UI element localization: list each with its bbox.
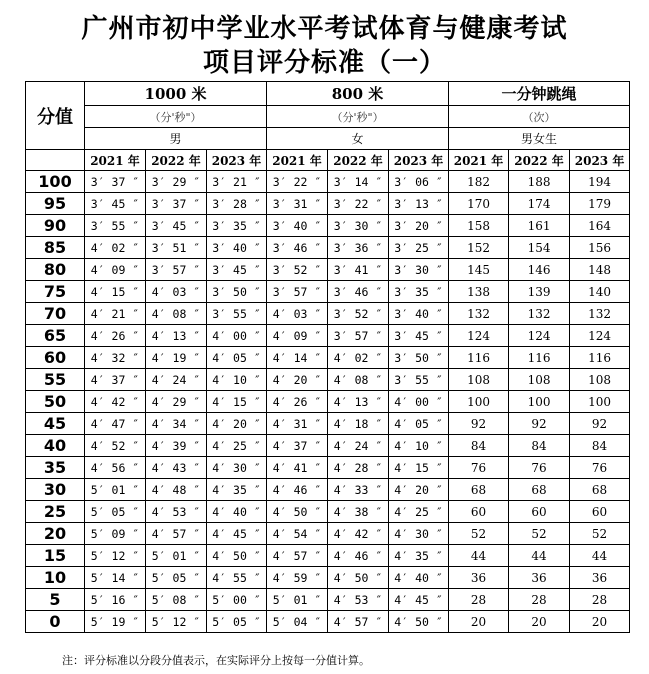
time-cell: 5′ 12 ″ <box>146 611 207 633</box>
count-cell: 124 <box>449 325 509 347</box>
year-header: 2021 年 <box>85 150 146 171</box>
time-cell: 4′ 18 ″ <box>328 413 389 435</box>
count-cell: 152 <box>449 237 509 259</box>
time-cell: 4′ 14 ″ <box>267 347 328 369</box>
count-cell: 28 <box>509 589 570 611</box>
document-title: 广州市初中学业水平考试体育与健康考试 <box>81 14 568 44</box>
time-cell: 3′ 46 ″ <box>267 237 328 259</box>
count-cell: 116 <box>570 347 630 369</box>
footnote: 注：评分标准以分段分值表示，在实际评分上按每一分值计算。 <box>62 654 370 667</box>
time-cell: 4′ 03 ″ <box>146 281 207 303</box>
count-cell: 92 <box>449 413 509 435</box>
table-row <box>26 589 630 611</box>
time-cell: 3′ 50 ″ <box>389 347 449 369</box>
count-cell: 124 <box>570 325 630 347</box>
time-cell: 4′ 05 ″ <box>389 413 449 435</box>
time-cell: 4′ 19 ″ <box>146 347 207 369</box>
time-cell: 4′ 20 ″ <box>207 413 267 435</box>
time-cell: 3′ 40 ″ <box>207 237 267 259</box>
count-cell: 36 <box>509 567 570 589</box>
table-row <box>26 325 630 347</box>
time-cell: 4′ 34 ″ <box>146 413 207 435</box>
time-cell: 4′ 56 ″ <box>85 457 146 479</box>
time-cell: 5′ 09 ″ <box>85 523 146 545</box>
year-header: 2023 年 <box>570 150 630 171</box>
time-cell: 4′ 38 ″ <box>328 501 389 523</box>
time-cell: 4′ 53 ″ <box>328 589 389 611</box>
count-cell: 52 <box>509 523 570 545</box>
count-cell: 36 <box>570 567 630 589</box>
table-row <box>26 545 630 567</box>
year-header: 2022 年 <box>146 150 207 171</box>
unit-1000m: （分'秒"） <box>85 106 267 128</box>
time-cell: 5′ 19 ″ <box>85 611 146 633</box>
table-row <box>26 171 630 193</box>
time-cell: 4′ 33 ″ <box>328 479 389 501</box>
time-cell: 3′ 35 ″ <box>207 215 267 237</box>
time-cell: 3′ 40 ″ <box>389 303 449 325</box>
time-cell: 4′ 40 ″ <box>389 567 449 589</box>
score-cell: 25 <box>26 501 85 523</box>
time-cell: 4′ 10 ″ <box>207 369 267 391</box>
time-cell: 3′ 57 ″ <box>267 281 328 303</box>
time-cell: 4′ 29 ″ <box>146 391 207 413</box>
year-header: 2023 年 <box>389 150 449 171</box>
score-cell: 20 <box>26 523 85 545</box>
time-cell: 4′ 48 ″ <box>146 479 207 501</box>
score-cell: 15 <box>26 545 85 567</box>
time-cell: 5′ 16 ″ <box>85 589 146 611</box>
time-cell: 3′ 55 ″ <box>389 369 449 391</box>
count-cell: 170 <box>449 193 509 215</box>
score-cell: 90 <box>26 215 85 237</box>
count-cell: 124 <box>509 325 570 347</box>
count-cell: 92 <box>509 413 570 435</box>
count-cell: 84 <box>449 435 509 457</box>
score-cell: 55 <box>26 369 85 391</box>
time-cell: 4′ 57 ″ <box>328 611 389 633</box>
table-row <box>26 215 630 237</box>
table-row <box>26 391 630 413</box>
time-cell: 4′ 42 ″ <box>328 523 389 545</box>
score-cell: 10 <box>26 567 85 589</box>
time-cell: 4′ 46 ″ <box>267 479 328 501</box>
table-row <box>26 303 630 325</box>
count-cell: 145 <box>449 259 509 281</box>
table-row <box>26 435 630 457</box>
count-cell: 164 <box>570 215 630 237</box>
time-cell: 5′ 01 ″ <box>85 479 146 501</box>
time-cell: 3′ 14 ″ <box>328 171 389 193</box>
count-cell: 146 <box>509 259 570 281</box>
table-row <box>26 193 630 215</box>
time-cell: 4′ 47 ″ <box>85 413 146 435</box>
time-cell: 5′ 14 ″ <box>85 567 146 589</box>
score-cell: 70 <box>26 303 85 325</box>
time-cell: 4′ 37 ″ <box>85 369 146 391</box>
count-cell: 100 <box>449 391 509 413</box>
event-header-1000m: 1000 米 <box>85 82 267 106</box>
time-cell: 4′ 00 ″ <box>389 391 449 413</box>
time-cell: 4′ 46 ″ <box>328 545 389 567</box>
event-header-800m: 800 米 <box>267 82 449 106</box>
time-cell: 4′ 57 ″ <box>146 523 207 545</box>
count-cell: 20 <box>570 611 630 633</box>
time-cell: 3′ 31 ″ <box>267 193 328 215</box>
time-cell: 4′ 52 ″ <box>85 435 146 457</box>
score-cell: 85 <box>26 237 85 259</box>
count-cell: 76 <box>449 457 509 479</box>
time-cell: 3′ 30 ″ <box>328 215 389 237</box>
year-header: 2022 年 <box>328 150 389 171</box>
time-cell: 3′ 45 ″ <box>85 193 146 215</box>
count-cell: 116 <box>449 347 509 369</box>
time-cell: 5′ 01 ″ <box>267 589 328 611</box>
count-cell: 60 <box>449 501 509 523</box>
sex-rope-skipping: 男女生 <box>449 128 630 150</box>
time-cell: 4′ 15 ″ <box>85 281 146 303</box>
count-cell: 84 <box>509 435 570 457</box>
time-cell: 5′ 05 ″ <box>146 567 207 589</box>
time-cell: 3′ 37 ″ <box>85 171 146 193</box>
sex-1000m: 男 <box>85 128 267 150</box>
time-cell: 4′ 43 ″ <box>146 457 207 479</box>
score-cell: 95 <box>26 193 85 215</box>
table-row <box>26 479 630 501</box>
time-cell: 4′ 35 ″ <box>389 545 449 567</box>
table-row <box>26 523 630 545</box>
count-cell: 60 <box>509 501 570 523</box>
count-cell: 116 <box>509 347 570 369</box>
table-row <box>26 457 630 479</box>
count-cell: 179 <box>570 193 630 215</box>
time-cell: 5′ 04 ″ <box>267 611 328 633</box>
time-cell: 3′ 51 ″ <box>146 237 207 259</box>
time-cell: 3′ 55 ″ <box>207 303 267 325</box>
time-cell: 3′ 57 ″ <box>328 325 389 347</box>
time-cell: 4′ 28 ″ <box>328 457 389 479</box>
count-cell: 84 <box>570 435 630 457</box>
time-cell: 3′ 46 ″ <box>328 281 389 303</box>
time-cell: 4′ 15 ″ <box>207 391 267 413</box>
time-cell: 4′ 39 ″ <box>146 435 207 457</box>
time-cell: 4′ 21 ″ <box>85 303 146 325</box>
count-cell: 108 <box>570 369 630 391</box>
time-cell: 3′ 06 ″ <box>389 171 449 193</box>
time-cell: 4′ 32 ″ <box>85 347 146 369</box>
year-header: 2023 年 <box>207 150 267 171</box>
count-cell: 60 <box>570 501 630 523</box>
time-cell: 4′ 08 ″ <box>146 303 207 325</box>
time-cell: 4′ 30 ″ <box>207 457 267 479</box>
time-cell: 4′ 50 ″ <box>207 545 267 567</box>
time-cell: 3′ 57 ″ <box>146 259 207 281</box>
time-cell: 4′ 54 ″ <box>267 523 328 545</box>
time-cell: 3′ 40 ″ <box>267 215 328 237</box>
time-cell: 4′ 57 ″ <box>267 545 328 567</box>
score-cell: 30 <box>26 479 85 501</box>
count-cell: 20 <box>449 611 509 633</box>
time-cell: 4′ 08 ″ <box>328 369 389 391</box>
table-row <box>26 281 630 303</box>
time-cell: 4′ 24 ″ <box>146 369 207 391</box>
time-cell: 3′ 45 ″ <box>146 215 207 237</box>
score-cell: 75 <box>26 281 85 303</box>
table-row <box>26 237 630 259</box>
time-cell: 4′ 24 ″ <box>328 435 389 457</box>
time-cell: 4′ 53 ″ <box>146 501 207 523</box>
time-cell: 4′ 45 ″ <box>207 523 267 545</box>
time-cell: 4′ 26 ″ <box>267 391 328 413</box>
score-cell: 80 <box>26 259 85 281</box>
unit-rope-skipping: （次） <box>449 106 630 128</box>
time-cell: 3′ 50 ″ <box>207 281 267 303</box>
time-cell: 4′ 20 ″ <box>267 369 328 391</box>
time-cell: 3′ 35 ″ <box>389 281 449 303</box>
count-cell: 92 <box>570 413 630 435</box>
score-cell: 45 <box>26 413 85 435</box>
time-cell: 3′ 20 ″ <box>389 215 449 237</box>
time-cell: 3′ 25 ″ <box>389 237 449 259</box>
time-cell: 4′ 13 ″ <box>146 325 207 347</box>
time-cell: 4′ 42 ″ <box>85 391 146 413</box>
year-header: 2021 年 <box>449 150 509 171</box>
time-cell: 4′ 30 ″ <box>389 523 449 545</box>
time-cell: 4′ 50 ″ <box>389 611 449 633</box>
time-cell: 3′ 41 ″ <box>328 259 389 281</box>
time-cell: 3′ 21 ″ <box>207 171 267 193</box>
time-cell: 4′ 00 ″ <box>207 325 267 347</box>
time-cell: 4′ 45 ″ <box>389 589 449 611</box>
count-cell: 100 <box>570 391 630 413</box>
scoring-table <box>25 81 630 633</box>
table-row <box>26 259 630 281</box>
year-header: 2021 年 <box>267 150 328 171</box>
count-cell: 161 <box>509 215 570 237</box>
time-cell: 4′ 25 ″ <box>389 501 449 523</box>
count-cell: 52 <box>570 523 630 545</box>
document-subtitle: 项目评分标准（一） <box>202 48 446 78</box>
time-cell: 3′ 45 ″ <box>207 259 267 281</box>
time-cell: 4′ 31 ″ <box>267 413 328 435</box>
count-cell: 156 <box>570 237 630 259</box>
time-cell: 5′ 00 ″ <box>207 589 267 611</box>
count-cell: 44 <box>449 545 509 567</box>
time-cell: 4′ 40 ″ <box>207 501 267 523</box>
count-cell: 100 <box>509 391 570 413</box>
time-cell: 4′ 26 ″ <box>85 325 146 347</box>
table-row <box>26 369 630 391</box>
count-cell: 139 <box>509 281 570 303</box>
count-cell: 52 <box>449 523 509 545</box>
time-cell: 4′ 05 ″ <box>207 347 267 369</box>
time-cell: 4′ 09 ″ <box>85 259 146 281</box>
count-cell: 182 <box>449 171 509 193</box>
count-cell: 68 <box>509 479 570 501</box>
time-cell: 4′ 50 ″ <box>267 501 328 523</box>
count-cell: 138 <box>449 281 509 303</box>
count-cell: 44 <box>509 545 570 567</box>
table-row <box>26 611 630 633</box>
count-cell: 148 <box>570 259 630 281</box>
time-cell: 4′ 02 ″ <box>328 347 389 369</box>
time-cell: 3′ 22 ″ <box>267 171 328 193</box>
time-cell: 4′ 03 ″ <box>267 303 328 325</box>
time-cell: 4′ 02 ″ <box>85 237 146 259</box>
table-row <box>26 567 630 589</box>
time-cell: 4′ 35 ″ <box>207 479 267 501</box>
year-header: 2022 年 <box>509 150 570 171</box>
time-cell: 5′ 12 ″ <box>85 545 146 567</box>
count-cell: 44 <box>570 545 630 567</box>
score-cell: 65 <box>26 325 85 347</box>
time-cell: 4′ 15 ″ <box>389 457 449 479</box>
count-cell: 140 <box>570 281 630 303</box>
score-cell: 100 <box>26 171 85 193</box>
count-cell: 76 <box>570 457 630 479</box>
count-cell: 20 <box>509 611 570 633</box>
sex-800m: 女 <box>267 128 449 150</box>
count-cell: 28 <box>449 589 509 611</box>
unit-800m: （分'秒"） <box>267 106 449 128</box>
table-row <box>26 347 630 369</box>
time-cell: 4′ 50 ″ <box>328 567 389 589</box>
table-body <box>26 171 630 633</box>
time-cell: 3′ 52 ″ <box>267 259 328 281</box>
time-cell: 3′ 13 ″ <box>389 193 449 215</box>
table-row <box>26 413 630 435</box>
score-column-header: 分值 <box>26 82 85 150</box>
score-cell: 35 <box>26 457 85 479</box>
count-cell: 174 <box>509 193 570 215</box>
count-cell: 68 <box>449 479 509 501</box>
time-cell: 3′ 45 ″ <box>389 325 449 347</box>
count-cell: 76 <box>509 457 570 479</box>
time-cell: 5′ 01 ″ <box>146 545 207 567</box>
time-cell: 4′ 20 ″ <box>389 479 449 501</box>
count-cell: 158 <box>449 215 509 237</box>
count-cell: 132 <box>449 303 509 325</box>
time-cell: 4′ 10 ″ <box>389 435 449 457</box>
time-cell: 5′ 08 ″ <box>146 589 207 611</box>
time-cell: 3′ 36 ″ <box>328 237 389 259</box>
count-cell: 68 <box>570 479 630 501</box>
count-cell: 108 <box>449 369 509 391</box>
count-cell: 132 <box>509 303 570 325</box>
time-cell: 3′ 55 ″ <box>85 215 146 237</box>
score-cell: 0 <box>26 611 85 633</box>
time-cell: 4′ 13 ″ <box>328 391 389 413</box>
time-cell: 4′ 59 ″ <box>267 567 328 589</box>
table-row <box>26 501 630 523</box>
event-header-rope-skipping: 一分钟跳绳 <box>449 82 630 106</box>
time-cell: 5′ 05 ″ <box>207 611 267 633</box>
time-cell: 3′ 29 ″ <box>146 171 207 193</box>
count-cell: 108 <box>509 369 570 391</box>
count-cell: 132 <box>570 303 630 325</box>
time-cell: 3′ 37 ″ <box>146 193 207 215</box>
score-cell: 5 <box>26 589 85 611</box>
time-cell: 4′ 25 ″ <box>207 435 267 457</box>
time-cell: 4′ 55 ″ <box>207 567 267 589</box>
time-cell: 3′ 52 ″ <box>328 303 389 325</box>
score-cell: 40 <box>26 435 85 457</box>
time-cell: 3′ 30 ″ <box>389 259 449 281</box>
score-cell: 50 <box>26 391 85 413</box>
count-cell: 36 <box>449 567 509 589</box>
time-cell: 3′ 22 ″ <box>328 193 389 215</box>
time-cell: 4′ 41 ″ <box>267 457 328 479</box>
time-cell: 4′ 37 ″ <box>267 435 328 457</box>
count-cell: 28 <box>570 589 630 611</box>
count-cell: 188 <box>509 171 570 193</box>
count-cell: 154 <box>509 237 570 259</box>
time-cell: 4′ 09 ″ <box>267 325 328 347</box>
time-cell: 3′ 28 ″ <box>207 193 267 215</box>
score-cell: 60 <box>26 347 85 369</box>
time-cell: 5′ 05 ″ <box>85 501 146 523</box>
count-cell: 194 <box>570 171 630 193</box>
